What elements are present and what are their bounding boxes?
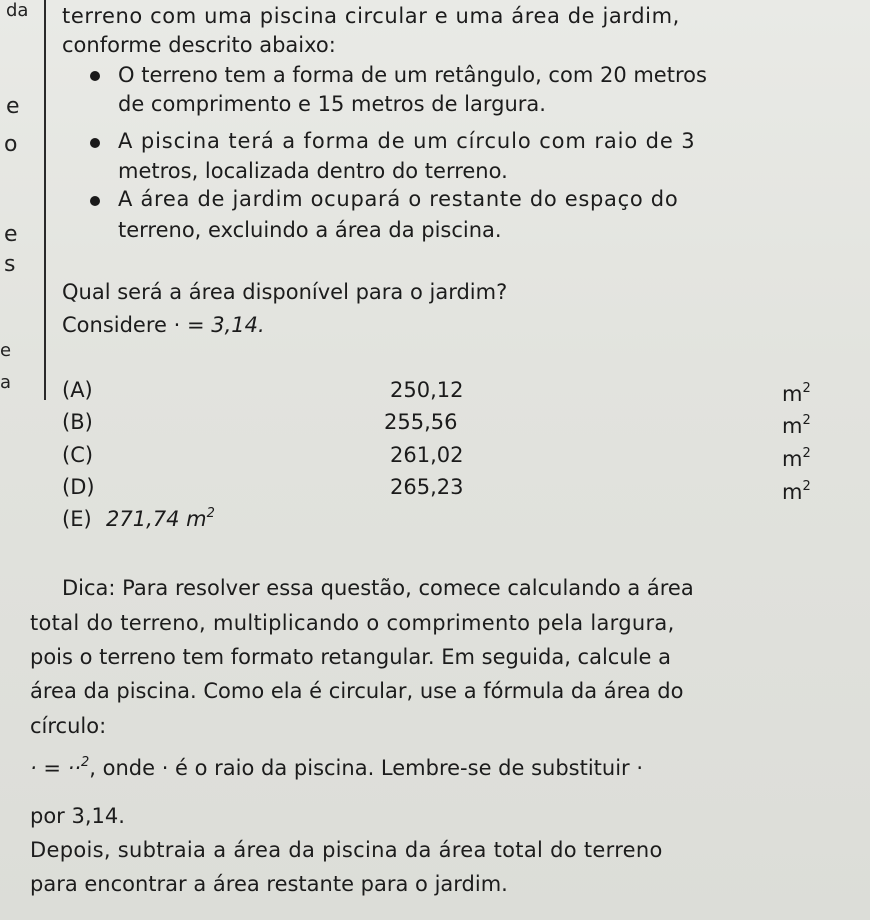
formula-line: · = ··$^2$, onde · é o raio da piscina. Lembre-se de substituir · <box>30 755 644 780</box>
option-unit: $m^2$ <box>782 446 811 471</box>
option-label: (C) <box>62 443 94 467</box>
option-value: 250,12 <box>390 378 464 402</box>
tip-line-4: área da piscina. Como ela é circular, use a fórmula da área do <box>30 679 684 703</box>
bullet-2-line-1: A piscina terá a forma de um círculo com raio de 3 <box>118 129 696 153</box>
tip-line-1: Dica: Para resolver essa questão, comece calculando a área <box>62 576 694 600</box>
option-value: 261,02 <box>390 443 464 467</box>
tip-after-line-1: Depois, subtraia a área da piscina da área total do terreno <box>30 838 663 862</box>
bullet-dot <box>90 196 100 206</box>
option-label: (D) <box>62 475 95 499</box>
pi-value: 3,14. <box>211 313 265 337</box>
tip-line-5: círculo: <box>30 714 107 738</box>
bullet-3-line-1: A área de jardim ocupará o restante do espaço do <box>118 187 679 211</box>
option-label: (E) <box>62 507 92 531</box>
area-formula: · = ··$^2$ <box>30 755 90 780</box>
option-unit: $m^2$ <box>782 413 811 438</box>
option-value: 271,74 $m^2$ <box>106 506 215 531</box>
option-value: 255,56 <box>384 410 458 434</box>
bullet-3-line-2: terreno, excluindo a área da piscina. <box>118 218 502 242</box>
option-label: (B) <box>62 410 93 434</box>
left-margin-fragments <box>0 0 44 520</box>
option-value: 265,23 <box>390 475 464 499</box>
margin-fragment: s <box>4 252 16 277</box>
tip-por-line: por 3,14. <box>30 804 125 828</box>
margin-fragment: a <box>0 372 12 393</box>
column-divider <box>44 0 46 400</box>
option-unit: $m^2$ <box>782 479 811 504</box>
tip-line-2: total do terreno, multiplicando o comprimento pela largura, <box>30 611 675 635</box>
bullet-dot <box>90 138 100 148</box>
question-text: Qual será a área disponível para o jardim? <box>62 280 508 304</box>
tip-heading: Dica <box>62 576 109 600</box>
margin-fragment: e <box>4 222 18 247</box>
margin-fragment: e <box>0 340 12 361</box>
margin-fragment: o <box>4 132 18 157</box>
consider-line <box>62 313 265 337</box>
intro-line-2: conforme descrito abaixo: <box>62 33 336 57</box>
option-label: (A) <box>62 378 93 402</box>
bullet-1-line-1: O terreno tem a forma de um retângulo, com 20 metros <box>118 63 707 87</box>
option-unit: $m^2$ <box>782 381 811 406</box>
margin-fragment: da <box>6 0 29 21</box>
consider-prefix: Considere · = <box>62 313 212 337</box>
margin-fragment: e <box>6 94 20 119</box>
tip-after-line-2: para encontrar a área restante para o jardim. <box>30 872 508 896</box>
bullet-1-line-2: de comprimento e 15 metros de largura. <box>118 92 546 116</box>
intro-line-1: terreno com uma piscina circular e uma área de jardim, <box>62 4 680 28</box>
bullet-dot <box>90 71 100 81</box>
bullet-2-line-2: metros, localizada dentro do terreno. <box>118 159 508 183</box>
tip-line-3: pois o terreno tem formato retangular. Em seguida, calcule a <box>30 645 671 669</box>
